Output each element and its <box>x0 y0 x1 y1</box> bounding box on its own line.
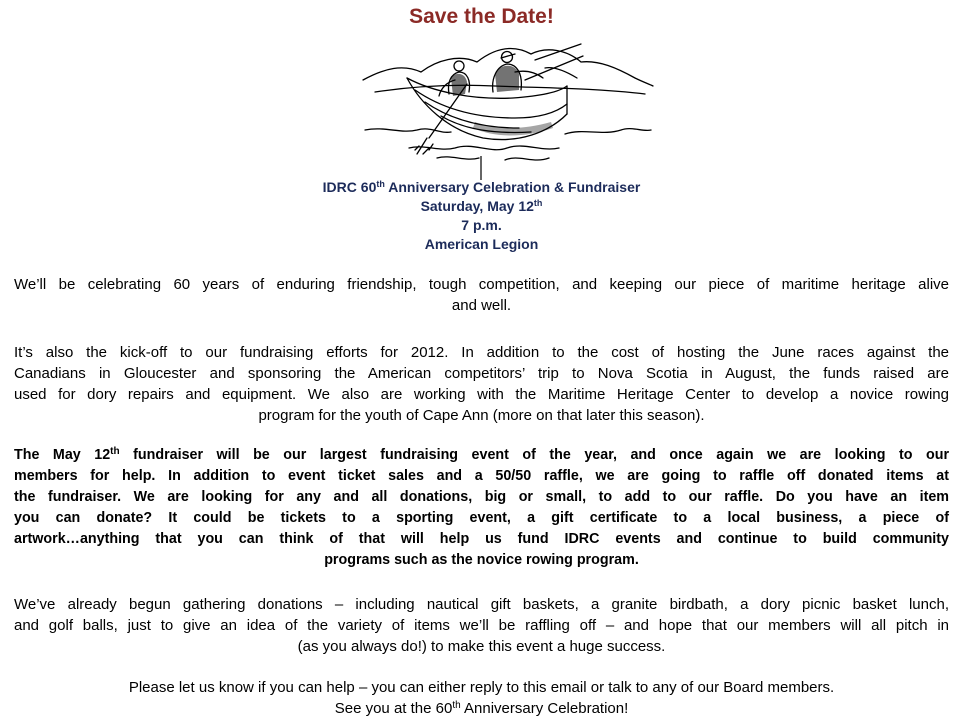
page-title: Save the Date! <box>409 5 554 28</box>
paragraph-celebration: We’ll be celebrating 60 years of enduring friendship, tough competition, and keeping our piece of maritime heritage alive and well. <box>14 276 949 314</box>
paragraph-fundraising: It’s also the kick-off to our fundraising efforts for 2012. In addition to the cost of hosting the June races against the Canadians in Gloucester and sponsoring the American competitors’ trip to Nova Scotia in August, the funds raised are used for dory repairs and equipment. We also are working with the Maritime Heritage Center to develop a novice rowing program for the youth of Cape Ann (more on that later this season). <box>14 344 949 424</box>
event-location: American Legion <box>424 236 539 252</box>
event-date: Saturday, May 12th <box>420 198 543 214</box>
event-name: IDRC 60th Anniversary Celebration & Fundraiser <box>322 179 641 195</box>
dory-rowing-illustration <box>355 38 655 180</box>
paragraph-closing: Please let us know if you can help – you can either reply to this email or talk to any of our Board members. See you at the 60th Anniversary Celebration! <box>128 679 835 717</box>
paragraph-donations-gathered: We’ve already begun gathering donations – including nautical gift baskets, a granite birdbath, a dory picnic basket lunch, and golf balls, just to give an idea of the variety of items we’ll be raffling off – and hope that our members will all pitch in (as you always do!) to make this event a huge success. <box>14 596 949 655</box>
event-time: 7 p.m. <box>461 217 502 233</box>
event-details <box>0 178 963 254</box>
paragraph-donation-request: The May 12th fundraiser will be our largest fundraising event of the year, and once again we are looking to our members for help. In addition to event ticket sales and a 50/50 raffle, we are going to raffle off donated items at the fundraiser. We are looking for any and all donations, big or small, to add to our raffle. Do you have an item you can donate? It could be tickets to a sporting event, a gift certificate to a local business, a piece of artwork…anything that you can think of that will help us fund IDRC events and continue to build community programs such as the novice rowing program. <box>14 446 950 568</box>
